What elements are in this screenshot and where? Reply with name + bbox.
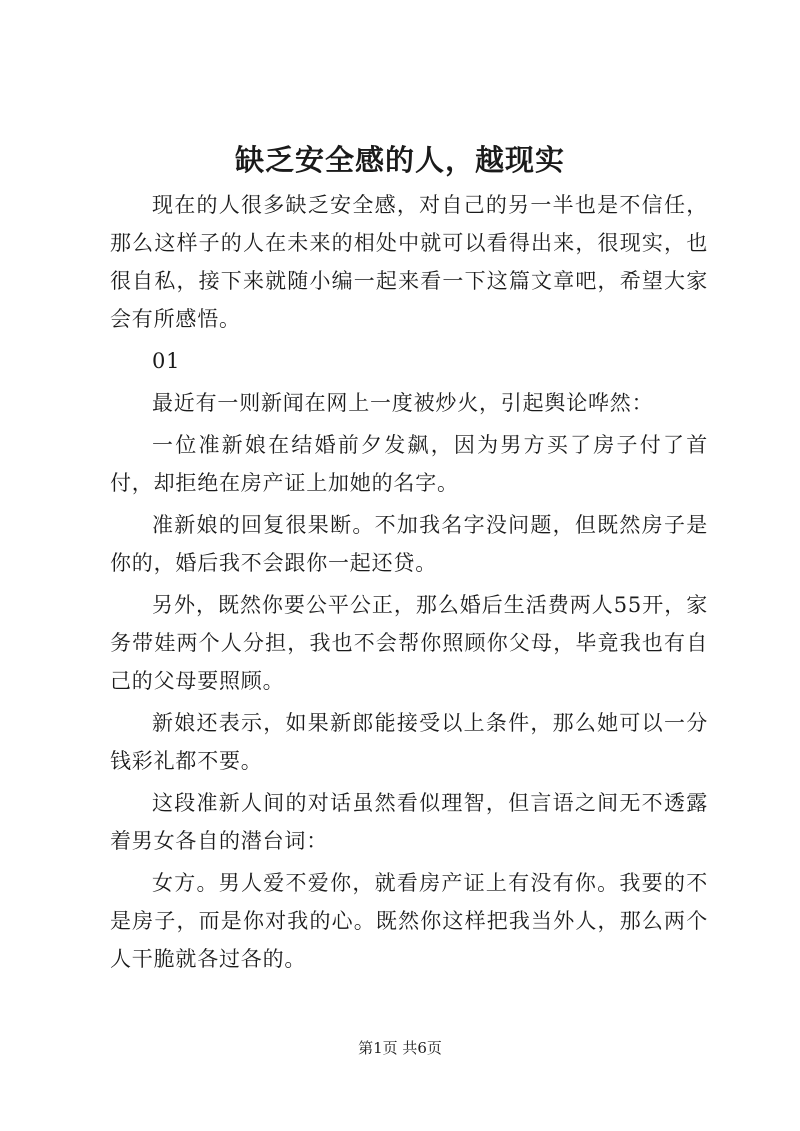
paragraph: 准新娘的回复很果断。不加我名字没问题，但既然房子是你的，婚后我不会跟你一起还贷。: [110, 513, 708, 575]
paragraph: 另外，既然你要公平公正，那么婚后生活费两人55开，家务带娃两个人分担，我也不会帮你照顾你父母，毕竟我也有自己的父母要照顾。: [110, 593, 708, 693]
paragraph: 这段准新人间的对话虽然看似理智，但言语之间无不透露着男女各自的潜台词：: [110, 791, 708, 853]
document-body: [110, 186, 708, 978]
paragraph: 女方。男人爱不爱你，就看房产证上有没有你。我要的不是房子，而是你对我的心。既然你这样把我当外人，那么两个人干脆就各过各的。: [110, 871, 708, 971]
paragraph: 一位准新娘在结婚前夕发飙，因为男方买了房子付了首付，却拒绝在房产证上加她的名字。: [110, 433, 708, 495]
document-title: 缺乏安全感的人，越现实: [234, 143, 565, 177]
paragraph: 01: [152, 349, 181, 373]
paragraph: 最近有一则新闻在网上一度被炒火，引起舆论哗然：: [152, 391, 654, 415]
paragraph: 新娘还表示，如果新郎能接受以上条件，那么她可以一分钱彩礼都不要。: [110, 711, 708, 773]
page-footer: 第1页 共6页: [358, 1039, 442, 1057]
paragraph: 现在的人很多缺乏安全感，对自己的另一半也是不信任，那么这样子的人在未来的相处中就可以看得出来，很现实，也很自私，接下来就随小编一起来看一下这篇文章吧，希望大家会有所感悟。: [110, 193, 708, 331]
